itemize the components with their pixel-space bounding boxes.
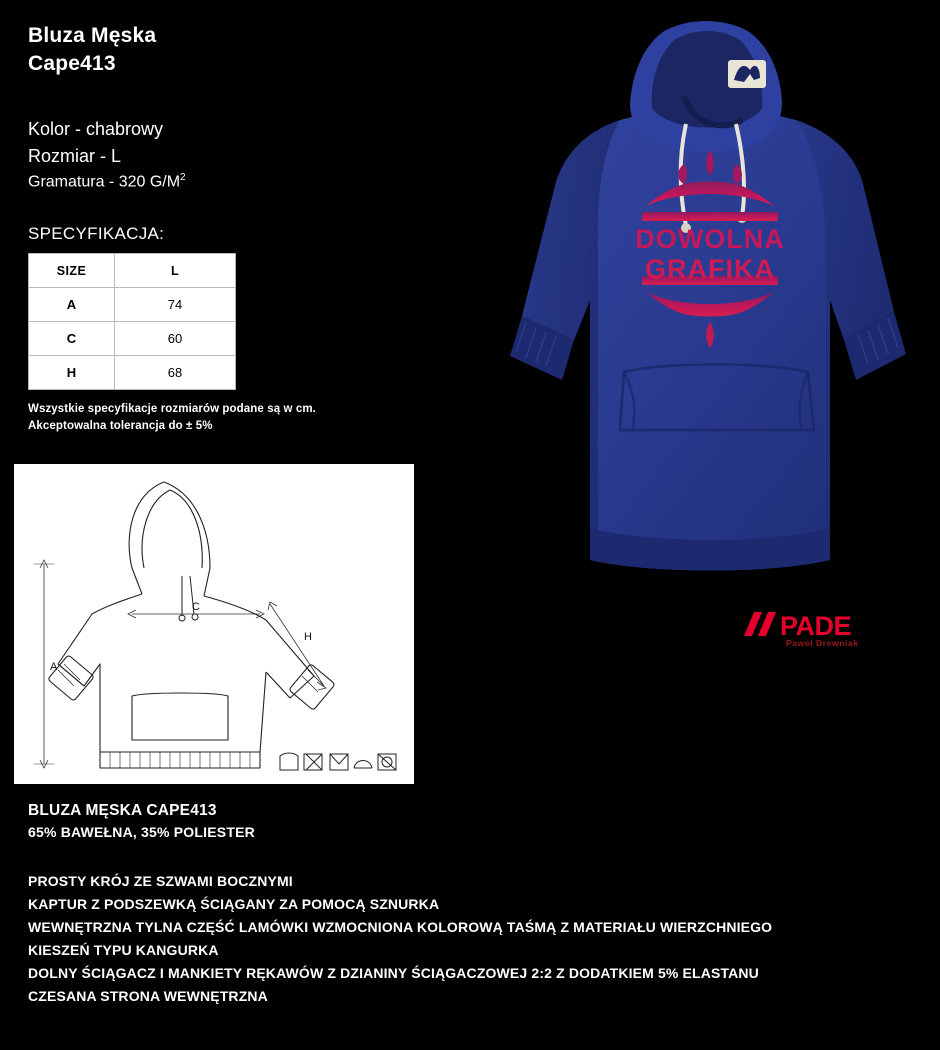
product-photo xyxy=(470,0,940,600)
table-row xyxy=(29,288,236,322)
list-item: WEWNĘTRZNA TYLNA CZĘŚĆ LAMÓWKI WZMOCNIONA KOLOROWĄ TAŚMĄ Z MATERIAŁU WIERZCHNIEGO xyxy=(28,919,773,936)
table-header-size: SIZE xyxy=(29,254,115,288)
brand-logo-mark xyxy=(742,608,892,642)
page-title xyxy=(28,22,448,78)
description-feature-list xyxy=(28,870,928,1007)
specification-note-line-2: Akceptowalna tolerancja do ± 5% xyxy=(28,419,213,432)
specification-note xyxy=(28,401,428,434)
dimension-label-a: A xyxy=(50,661,58,673)
product-title-line-1: Bluza Męska xyxy=(28,24,157,47)
size-specification-table xyxy=(28,253,236,390)
row-label-a: A xyxy=(29,288,115,322)
brand-name-text: PADE xyxy=(780,611,852,641)
table-row xyxy=(29,322,236,356)
attribute-weight xyxy=(28,170,448,194)
list-item: KAPTUR Z PODSZEWKĄ ŚCIĄGANY ZA POMOCĄ SZNURKA xyxy=(28,896,440,913)
print-text-line-1: DOWOLNA xyxy=(635,224,785,254)
list-item: KIESZEŃ TYPU KANGURKA xyxy=(28,941,219,958)
attribute-weight-superscript: 2 xyxy=(180,171,186,183)
table-header-l: L xyxy=(115,254,236,288)
technical-drawing xyxy=(14,464,414,784)
list-item: DOLNY ŚCIĄGACZ I MANKIETY RĘKAWÓW Z DZIANINY ŚCIĄGACZOWEJ 2:2 Z DODATKIEM 5% ELASTANU xyxy=(28,964,759,981)
row-label-h: H xyxy=(29,356,115,390)
technical-drawing-svg xyxy=(14,464,414,784)
row-value-h: 68 xyxy=(115,356,236,390)
product-info-panel xyxy=(28,22,448,435)
attribute-size: Rozmiar - L xyxy=(28,145,122,166)
dimension-label-c: C xyxy=(192,601,200,613)
product-photo-svg xyxy=(470,0,940,600)
attribute-color: Kolor - chabrowy xyxy=(28,118,164,139)
table-header-row xyxy=(29,254,236,288)
list-item: CZESANA STRONA WEWNĘTRZNA xyxy=(28,987,268,1004)
specification-heading: SPECYFIKACJA: xyxy=(28,224,165,244)
brand-subtitle: Paweł Drewniak xyxy=(786,638,859,648)
product-title-line-2: Cape413 xyxy=(28,51,116,75)
attribute-weight-text: Gramatura - 320 G/M xyxy=(28,173,181,191)
brand-logo xyxy=(742,608,892,656)
description-composition: 65% BAWEŁNA, 35% POLIESTER xyxy=(28,824,255,841)
print-text-line-2: GRAFIKA xyxy=(645,254,775,284)
logo-slashes-icon xyxy=(744,612,776,636)
row-value-c: 60 xyxy=(115,322,236,356)
description-title: BLUZA MĘSKA CAPE413 xyxy=(28,802,217,819)
product-attributes xyxy=(28,116,448,194)
dimension-label-h: H xyxy=(304,631,312,643)
specification-note-line-1: Wszystkie specyfikacje rozmiarów podane są w cm. xyxy=(28,403,316,416)
row-value-a: 74 xyxy=(115,288,236,322)
row-label-c: C xyxy=(29,322,115,356)
table-row xyxy=(29,356,236,390)
care-symbols xyxy=(280,753,396,770)
list-item: PROSTY KRÓJ ZE SZWAMI BOCZNYMI xyxy=(28,873,293,890)
description-section xyxy=(28,800,928,1007)
